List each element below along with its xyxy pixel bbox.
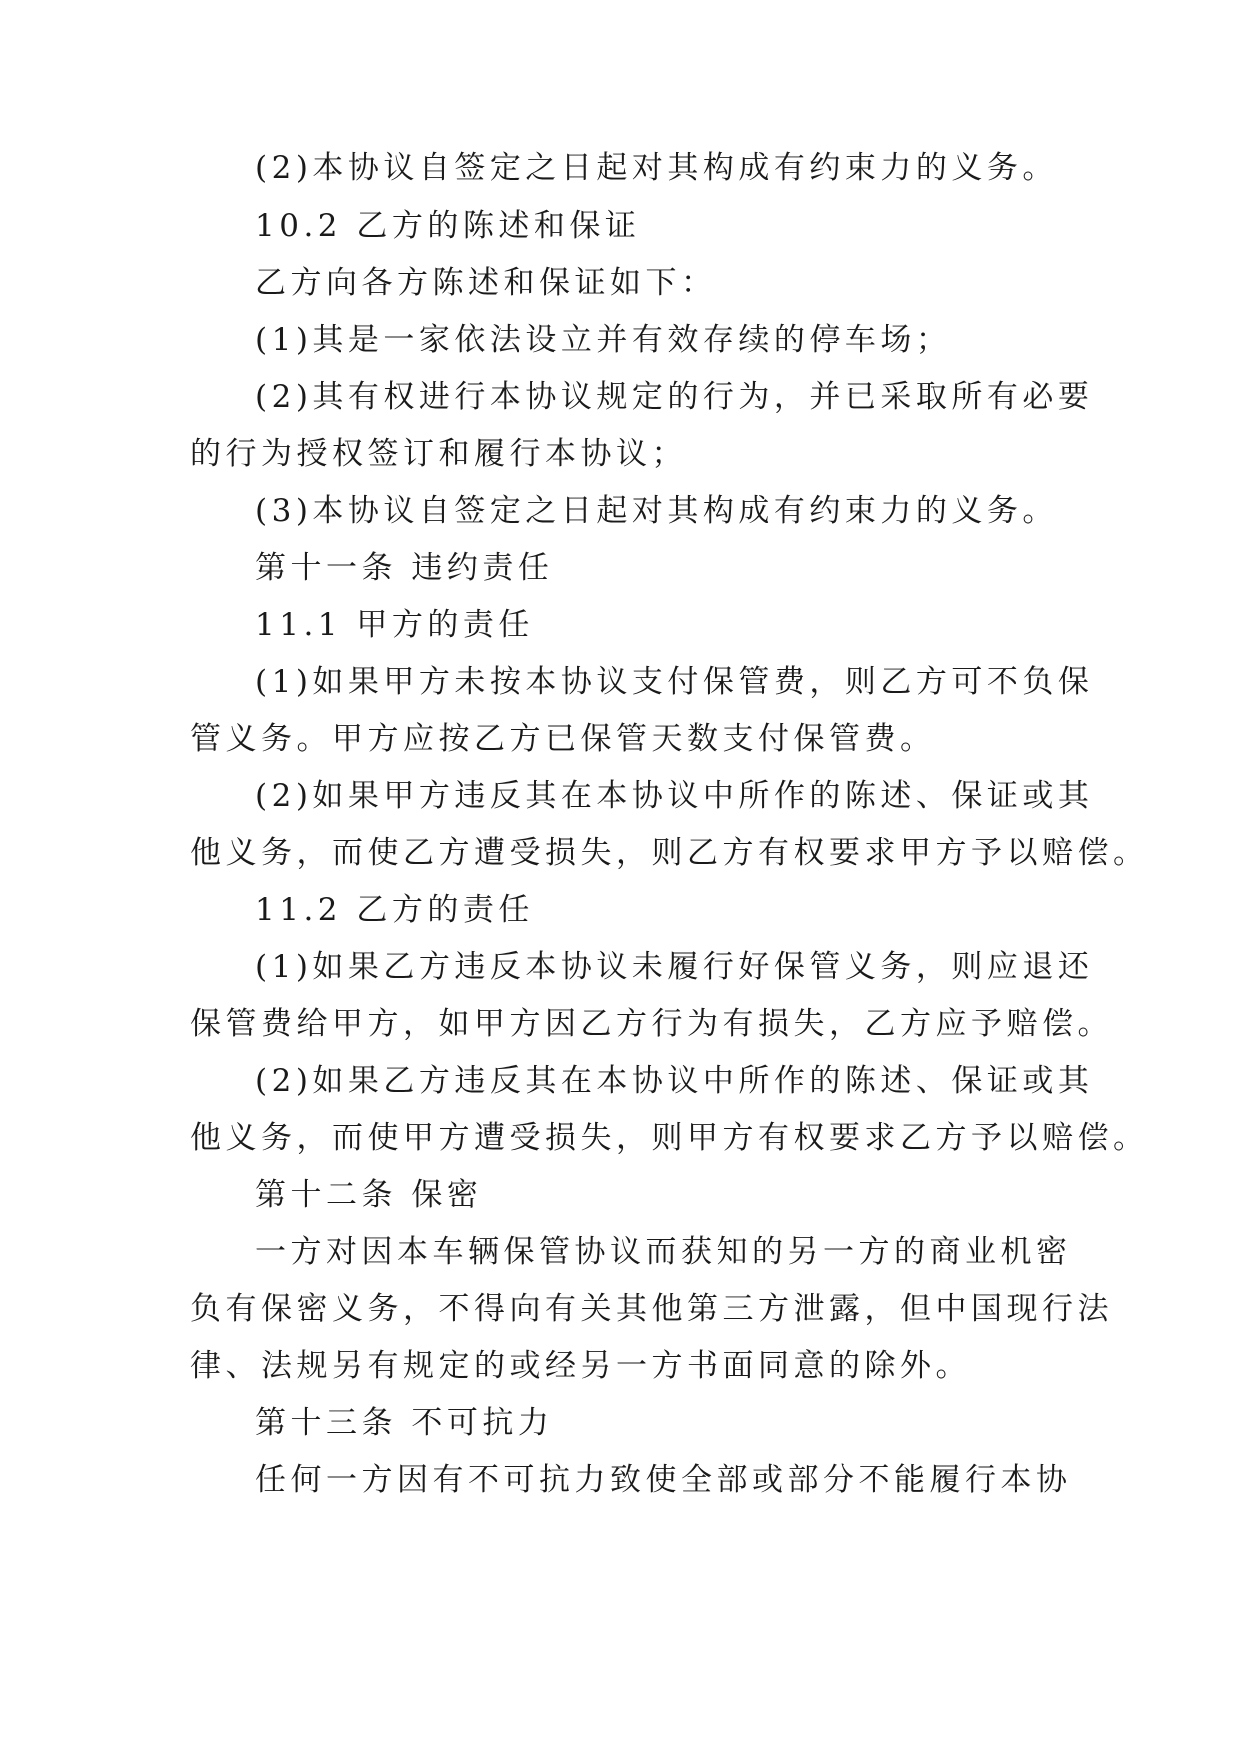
paragraph-line: (3)本协议自签定之日起对其构成有约束力的义务。 [255,493,1058,529]
section-heading: 10.2 乙方的陈述和保证 [255,208,641,244]
paragraph-line: 乙方向各方陈述和保证如下： [255,265,717,301]
paragraph-line: (2)如果乙方违反其在本协议中所作的陈述、保证或其 [255,1063,1094,1099]
article-heading: 第十三条 不可抗力 [255,1405,554,1441]
paragraph-line: 任何一方因有不可抗力致使全部或部分不能履行本协 [255,1462,1072,1498]
paragraph-line: (1)如果甲方未按本协议支付保管费，则乙方可不负保 [255,664,1094,700]
paragraph-line: 的行为授权签订和履行本协议； [190,436,687,472]
article-heading: 第十二条 保密 [255,1177,483,1213]
paragraph-line: 管义务。甲方应按乙方已保管天数支付保管费。 [190,721,936,757]
section-heading: 11.2 乙方的责任 [255,892,534,928]
paragraph-line: 保管费给甲方，如甲方因乙方行为有损失，乙方应予赔偿。 [190,1006,1113,1042]
article-heading: 第十一条 违约责任 [255,550,554,586]
paragraph-line: 一方对因本车辆保管协议而获知的另一方的商业机密 [255,1234,1072,1270]
paragraph-line: (2)其有权进行本协议规定的行为，并已采取所有必要 [255,379,1094,415]
paragraph-line: 负有保密义务，不得向有关其他第三方泄露，但中国现行法 [190,1291,1113,1327]
paragraph-line: 他义务，而使乙方遭受损失，则乙方有权要求甲方予以赔偿。 [190,835,1149,871]
paragraph-line: (2)本协议自签定之日起对其构成有约束力的义务。 [255,150,1058,186]
paragraph-line: 他义务，而使甲方遭受损失，则甲方有权要求乙方予以赔偿。 [190,1120,1149,1156]
paragraph-line: (2)如果甲方违反其在本协议中所作的陈述、保证或其 [255,778,1094,814]
paragraph-line: (1)其是一家依法设立并有效存续的停车场； [255,322,952,358]
section-heading: 11.1 甲方的责任 [255,607,534,643]
paragraph-line: (1)如果乙方违反本协议未履行好保管义务，则应退还 [255,949,1094,985]
paragraph-line: 律、法规另有规定的或经另一方书面同意的除外。 [190,1348,971,1384]
